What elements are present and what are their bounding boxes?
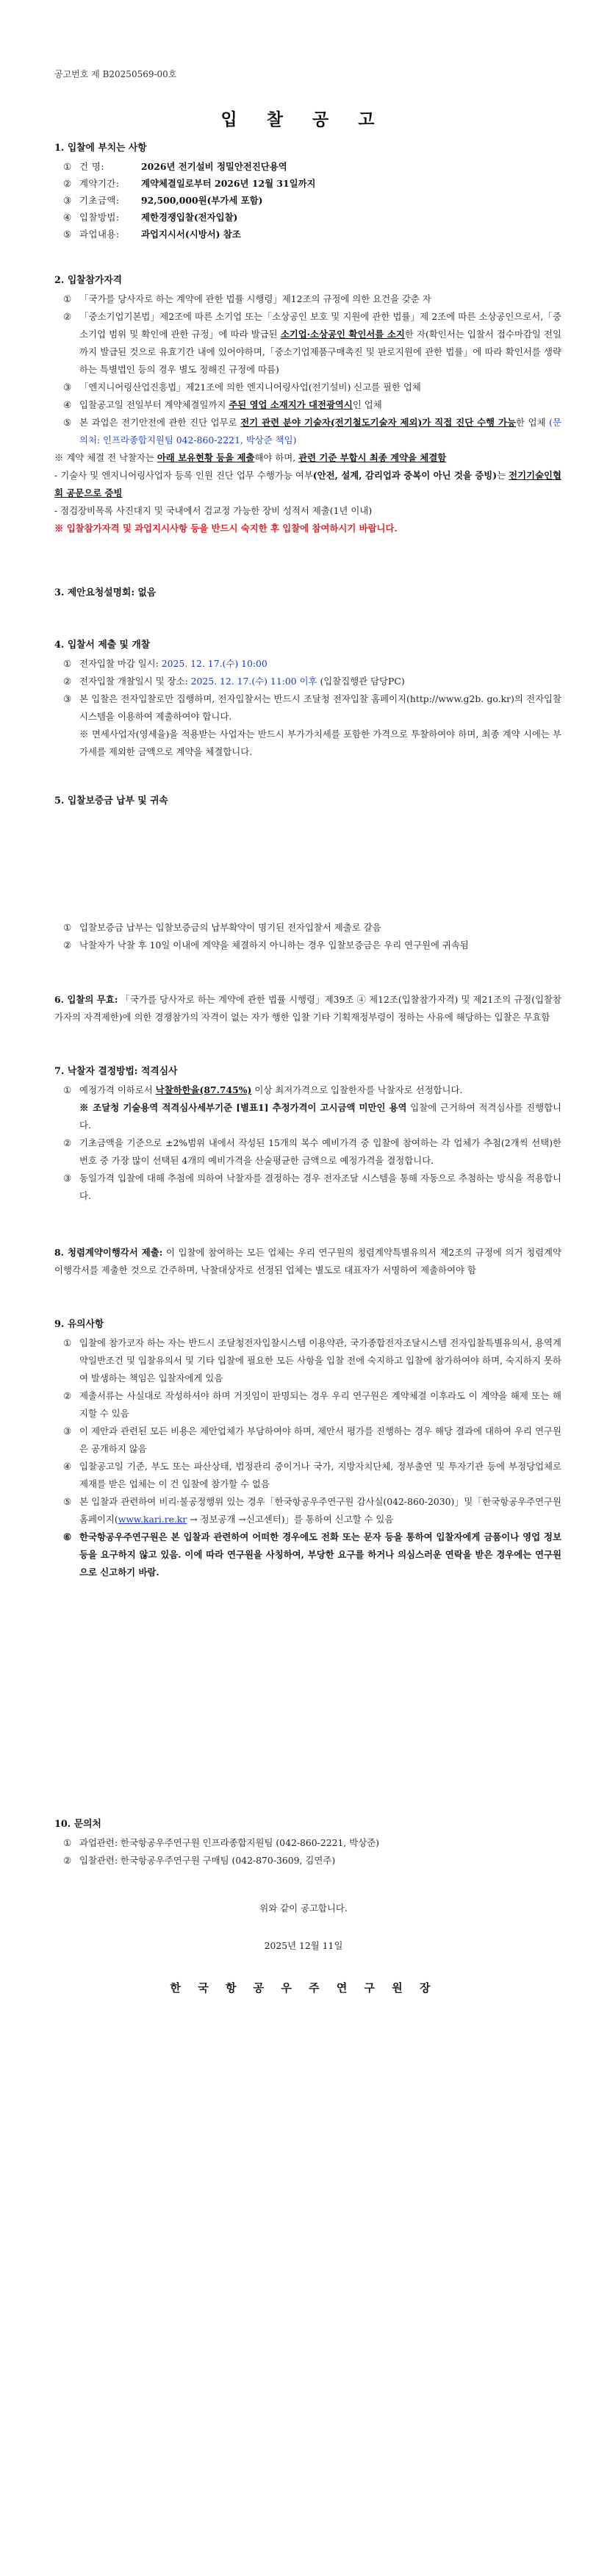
- section-2-title: 2. 입찰참가자격: [54, 275, 122, 286]
- section-5-list: [54, 919, 570, 954]
- list-note: ※ 면세사업자(영세율)을 적용받는 사업자는 반드시 부가가치세를 포함한 가격으로 투찰하여야 하며, 최종 계약 시에는 부가세를 제외한 금액으로 계약을 체결합니다.: [79, 729, 561, 757]
- kari-homepage-link[interactable]: www.kari.re.kr: [118, 1514, 187, 1525]
- list-item: ④ 입찰공고일 전일부터 계약체결일까지 주된 영업 소재지가 대전광역시인 업체: [63, 399, 382, 410]
- list-item: ③ 동일가격 입찰에 대해 추첨에 의하여 낙찰자를 결정하는 경우 전자조달 시스템을 통해 자동으로 추첨하는 방식을 적용합니다.: [63, 1173, 561, 1201]
- section-9: [54, 1316, 561, 1581]
- section-6-title: 6. 입찰의 무효:: [54, 994, 118, 1005]
- section-7-title: 7. 낙찰자 결정방법: 적격심사: [54, 1066, 178, 1077]
- list-item: ② 입찰관련: 한국항공우주연구원 구매팀 (042-870-3609, 김연주): [63, 1855, 336, 1866]
- list-item: ③ 기초금액: 92,500,000원(부가세 포함): [63, 195, 263, 206]
- section-2-list: [54, 290, 561, 449]
- closing-text: 위와 같이 공고합니다.: [259, 1903, 348, 1914]
- section-7: [54, 1063, 561, 1205]
- warning-note: ※ 입찰참가자격 및 과업지시사항 등을 반드시 숙지한 후 입찰에 참여하시기 바랍니다.: [54, 523, 398, 534]
- list-item: ⑤ 본 과업은 전기안전에 관한 진단 업무로 전기 관련 분야 기술자(전기철도기술자 제외)가 직접 진단 수행 가능한 업체 (문의처: 인프라종합지원팀 042-860-2221, 박상준 책임): [63, 417, 561, 446]
- section-10: [54, 1816, 561, 1870]
- list-item: ① 전자입찰 마감 일시: 2025. 12. 17.(수) 10:00: [63, 658, 267, 669]
- list-item: ① 과업관련: 한국항공우주연구원 인프라종합지원팀 (042-860-2221, 박상준): [63, 1837, 380, 1848]
- qualification-detail: - 점검장비목록 사진대지 및 국내에서 검교정 가능한 장비 성적서 제출(1년 이내): [54, 505, 373, 516]
- section-1-title: 1. 입찰에 부치는 사항: [54, 143, 147, 154]
- list-item: ② 기초금액을 기준으로 ±2%범위 내에서 작성된 15개의 복수 예비가격 중 입찰에 참여하는 각 업체가 추첨(2개씩 선택)한 번호 중 가장 많이 선택된 4개의 예비가격을 산술평균한 금액으로 예정가격을 결정합니다.: [63, 1137, 561, 1166]
- section-6: 6. 입찰의 무효: 「국가를 당사자로 하는 계약에 관한 법률 시행령」제39조 ④ 제12조(입찰참가자격) 및 제21조의 규정(입찰참가자의 자격제한)에 의한 경쟁참가의 자격이 없는 자가 행한 입찰 기타 기획재정부령이 정하는 사유에 해당하는 입찰은 무효함: [54, 994, 561, 1023]
- notice-date: 2025년 12월 11일: [264, 1940, 343, 1951]
- section-8-title: 8. 청렴계약이행각서 제출:: [54, 1247, 163, 1258]
- list-note: ※ 조달청 기술용역 적격심사세부기준 [별표1] 추정가격이 고시금액 미만인 용역 입찰에 근거하여 적격심사를 진행합니다.: [79, 1102, 562, 1131]
- list-item: ② 제출서류는 사실대로 작성하셔야 하며 거짓임이 판명되는 경우 우리 연구원은 계약체결 이후라도 이 계약을 해제 또는 해지할 수 있음: [63, 1390, 561, 1419]
- notice-number: 공고번호 제 B20250569-00호: [54, 69, 177, 79]
- list-item: ③ 이 제안과 관련된 모든 비용은 제안업체가 부담하여야 하며, 제안서 평가를 진행하는 경우 해당 결과에 대하여 우리 연구원은 공개하지 않음: [63, 1425, 561, 1454]
- section-3: [54, 584, 561, 603]
- section-10-list: [54, 1834, 561, 1870]
- list-item: ④ 입찰방법: 제한경쟁입찰(전자입찰): [63, 212, 238, 223]
- list-item: ⑥ 한국항공우주연구원은 본 입찰과 관련하여 어떠한 경우에도 전화 또는 문자 등을 통하여 입찰자에게 금품이나 영업 정보 등을 요구하지 않고 있음. 이에 따라 연구원을 사칭하여, 부당한 요구를 하거나 의심스러운 연락을 받은 경우에는 연구원으로 신고하기 바람.: [63, 1531, 561, 1578]
- list-item: ② 「중소기업기본법」제2조에 따른 소기업 또는「소상공인 보호 및 지원에 관한 법률」제 2조에 따른 소상공인으로서,「중소기업 범위 및 확인에 관한 규정」에 따라 발급된 소기업·소상공인 확인서를 소지한 자(확인서는 입찰서 접수마감일 전일까지 발급된 것으로 유효기간 내에 있어야하며,「중소기업제품구매촉진 및 판로지원에 관한 법률」에 따라 확인서를 생략하는 특별법인 등의 경우 별도 정해진 규정에 따름): [63, 311, 561, 375]
- qualification-note: ※ 계약 체결 전 낙찰자는 아래 보유현황 등을 제출해야 하며, 관련 기준 부합시 최종 계약을 체결함: [54, 452, 447, 463]
- list-item: ④ 입찰공고일 기준, 부도 또는 파산상태, 법정관리 중이거나 국가, 지방자치단체, 정부출연 및 투자기관 등에 부정당업체로 제재를 받은 업체는 이 건 입찰에 참가할 수 없음: [63, 1461, 561, 1489]
- section-9-title: 9. 유의사항: [54, 1319, 104, 1330]
- section-4-list: [54, 655, 561, 761]
- list-item: ① 예정가격 이하로서 낙찰하한율(87.745%) 이상 최저가격으로 입찰한자를 낙찰자로 선정합니다.: [63, 1084, 463, 1095]
- section-2: [54, 272, 561, 537]
- issuing-agency: 한 국 항 공 우 주 연 구 원 장: [170, 1981, 437, 1994]
- list-item: ① 입찰보증금 납부는 입찰보증금의 납부확약이 명기된 전자입찰서 제출로 갈음: [63, 922, 381, 933]
- section-5-title: 5. 입찰보증금 납부 및 귀속: [54, 795, 168, 806]
- list-item: ① 입찰에 참가코자 하는 자는 반드시 조달청전자입찰시스템 이용약관, 국가종합전자조달시스템 전자입찰특별유의서, 용역계약일반조건 및 입찰유의서 및 기타 입찰에 필요한 모든 사항을 입찰 전에 숙지하고 입찰에 참가하여야 하며, 숙지하지 못하여 발생하는 책임은 입찰자에게 있음: [63, 1337, 561, 1384]
- section-4: [54, 637, 561, 761]
- qualification-detail: - 기술사 및 엔지니어링사업자 등록 인원 진단 업무 수행가능 여부(안전, 설계, 감리업과 중복이 아닌 것을 증빙)는 전기기술인협회 공문으로 증빙: [54, 470, 561, 498]
- section-5: [54, 793, 561, 811]
- section-7-list: [54, 1081, 561, 1205]
- list-item: ⑤ 과업내용: 과업지시서(시방서) 참조: [63, 229, 241, 240]
- list-item: ② 계약기간: 계약체결일로부터 2026년 12월 31일까지: [63, 178, 316, 189]
- section-3-title: 3. 제안요청설명회: 없음: [54, 587, 157, 598]
- section-1: [54, 140, 561, 243]
- section-10-title: 10. 문의처: [54, 1819, 101, 1830]
- list-item: ② 전자입찰 개찰일시 및 장소: 2025. 12. 17.(수) 11:00 이후 (입찰집행관 담당PC): [63, 676, 405, 687]
- page-title: 입 찰 공 고: [220, 110, 387, 129]
- list-item: ⑤ 본 입찰과 관련하여 비리·불공정행위 있는 경우「한국항공우주연구원 감사실(042-860-2030)」및「한국항공우주연구원 홈페이지(www.kari.re.kr → 정보공개 →신고센터)」를 통하여 신고할 수 있음: [63, 1496, 561, 1525]
- list-item: ① 건 명: 2026년 전기설비 정밀안전진단용역: [63, 161, 287, 172]
- list-item: ③ 「엔지니어링산업진흥법」제21조에 의한 엔지니어링사업(전기설비) 신고를 필한 업체: [63, 382, 421, 393]
- section-4-title: 4. 입찰서 제출 및 개찰: [54, 640, 151, 651]
- list-item: ② 낙찰자가 낙찰 후 10일 이내에 계약을 체결하지 아니하는 경우 입찰보증금은 우리 연구원에 귀속됨: [63, 940, 469, 951]
- section-9-list: [54, 1334, 561, 1581]
- section-1-list: [54, 158, 561, 243]
- list-item: ① 「국가를 당사자로 하는 계약에 관한 법률 시행령」제12조의 규정에 의한 요건을 갖춘 자: [63, 293, 431, 304]
- section-8: 8. 청렴계약이행각서 제출: 이 입찰에 참여하는 모든 업체는 우리 연구원의 청렴계약특별유의서 제2조의 규정에 의거 청렴계약이행각서를 제출한 것으로 간주하며, 낙찰대상자로 선정된 업체는 별도로 대표자가 서명하여 제출하여야 함: [54, 1247, 561, 1276]
- list-item: ③ 본 입찰은 전자입찰로만 집행하며, 전자입찰서는 반드시 조달청 전자입찰 홈페이지(http://www.g2b. go.kr)의 전자입찰시스템을 이용하여 제출하여야 합니다.: [63, 693, 561, 722]
